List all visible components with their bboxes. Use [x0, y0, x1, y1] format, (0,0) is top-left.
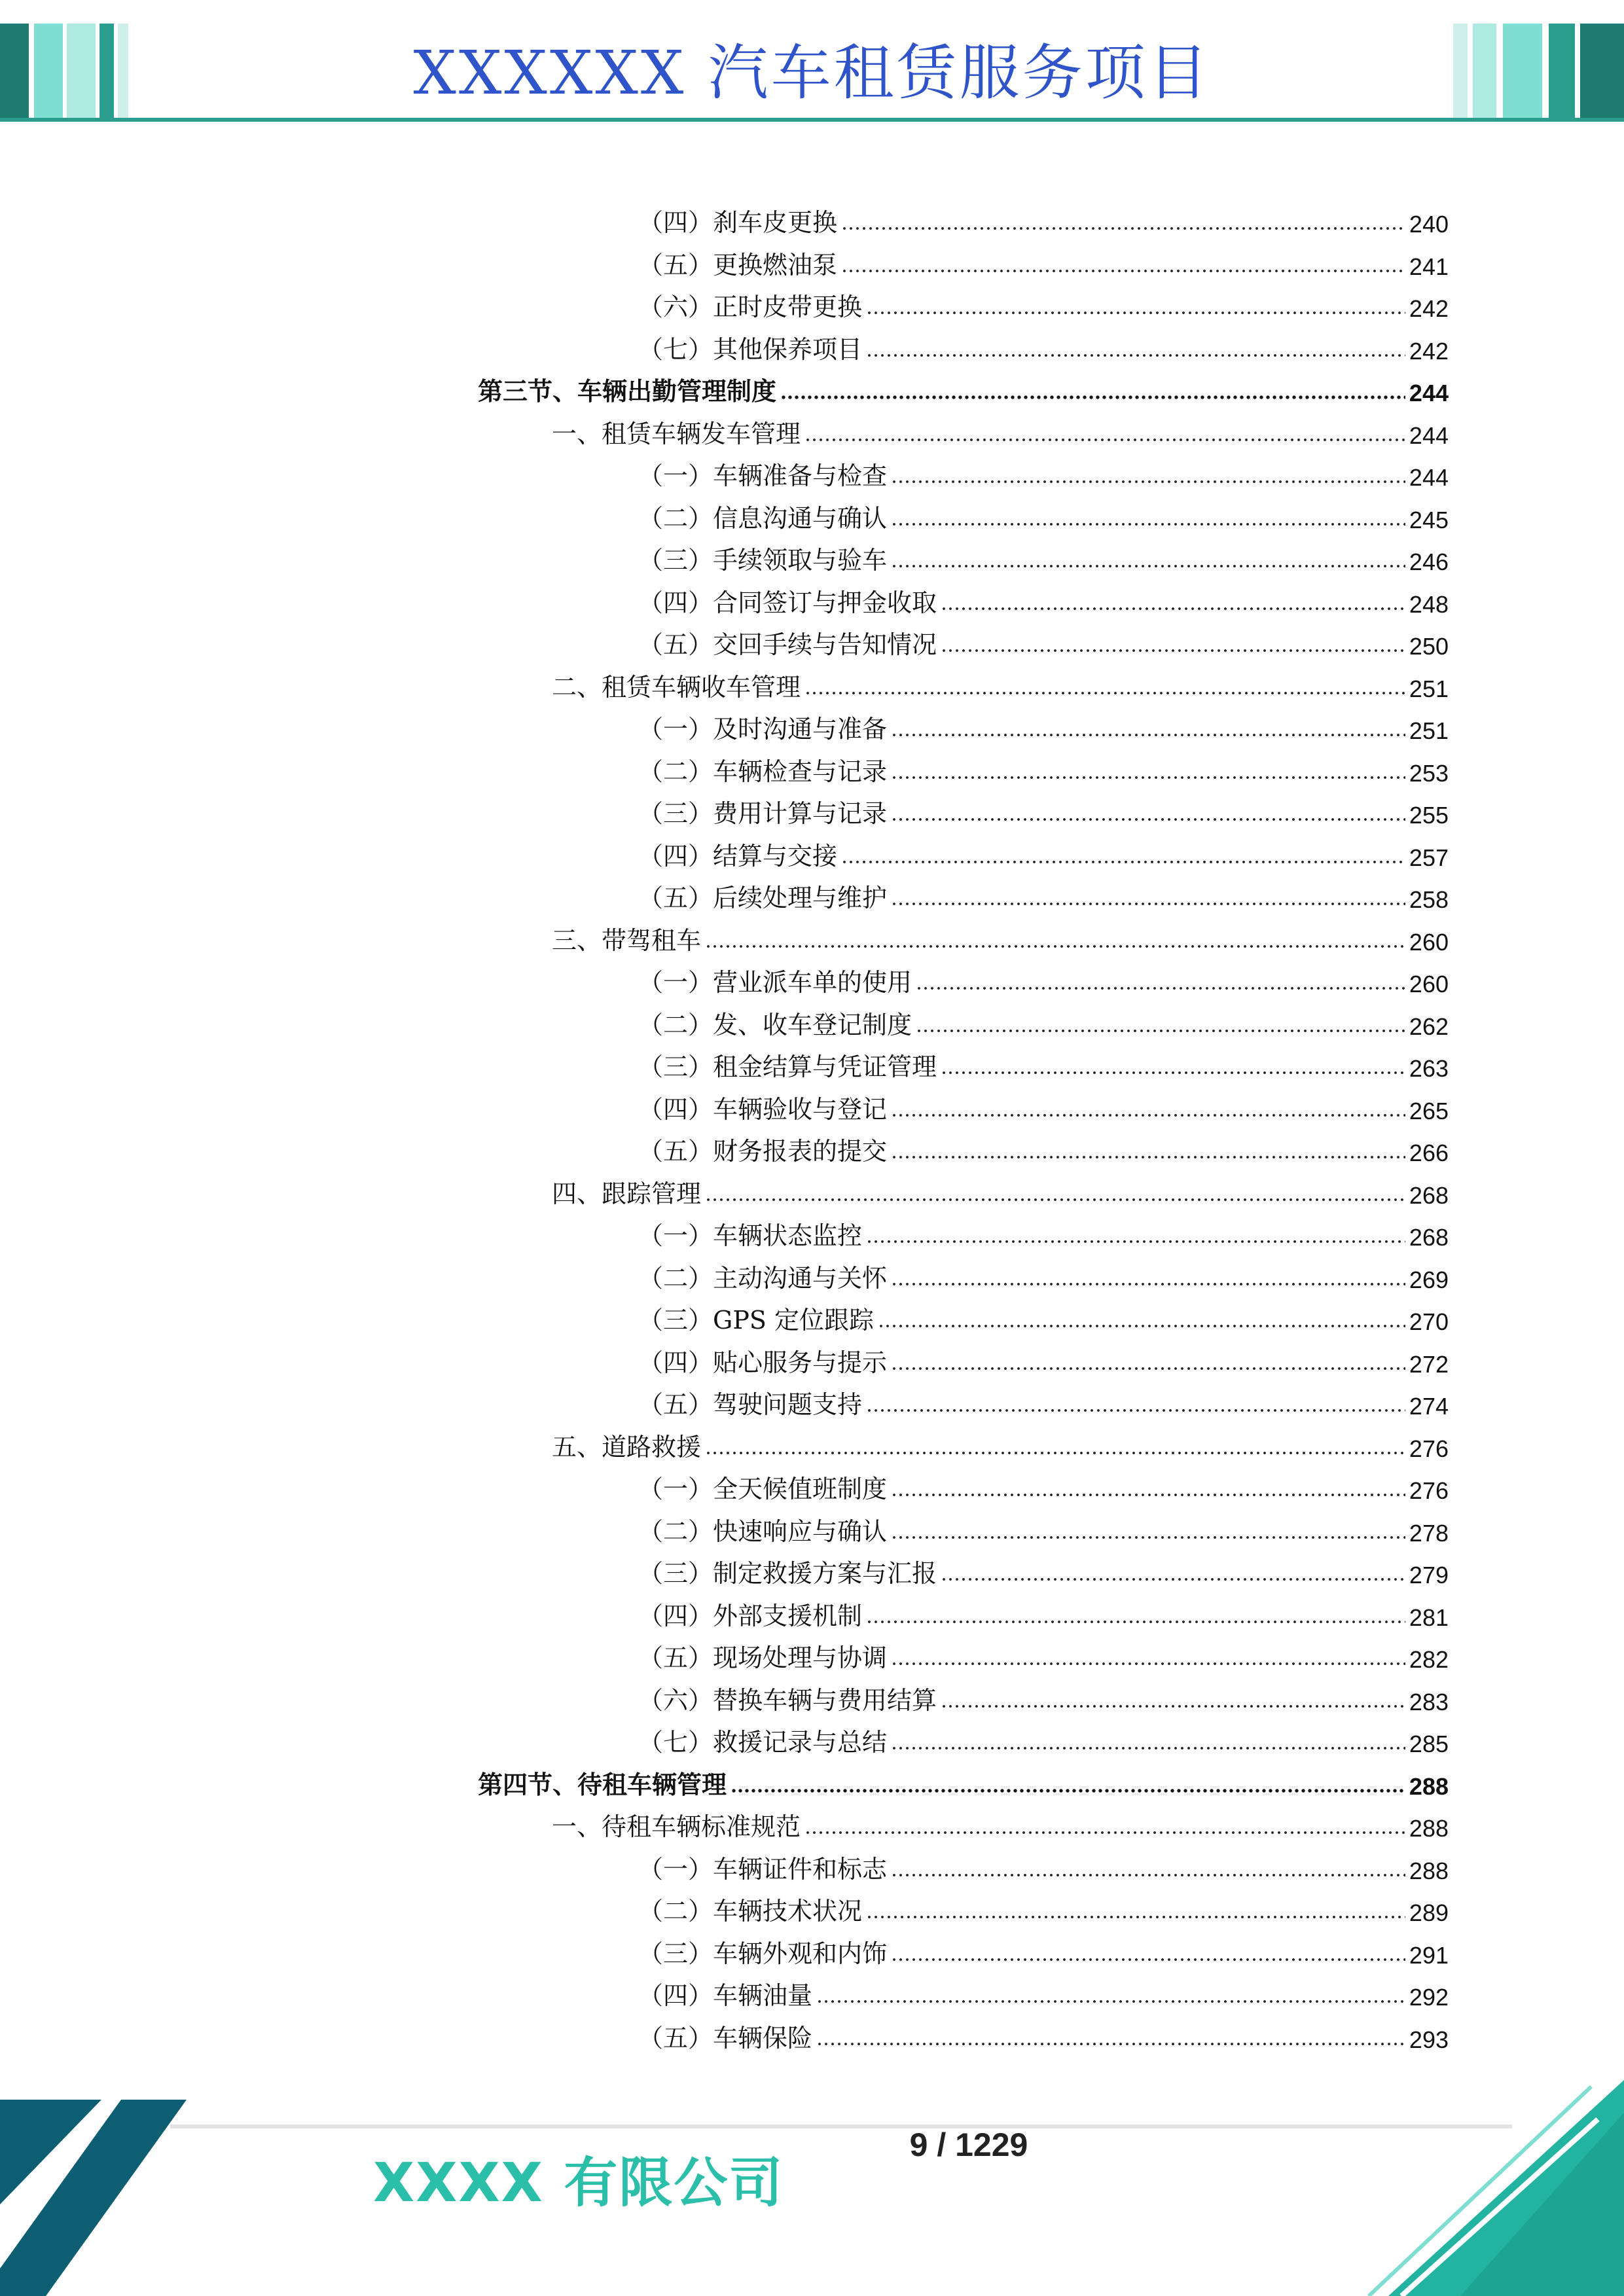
- toc-entry-title: （一）车辆状态监控: [638, 1221, 863, 1250]
- toc-page-number: 246: [1409, 548, 1449, 575]
- toc-entry-title: （五）现场处理与协调: [638, 1643, 888, 1672]
- toc-page-number: 265: [1409, 1097, 1449, 1124]
- toc-entry-row[interactable]: [638, 1969, 1449, 2011]
- toc-entry-title: （六）正时皮带更换: [638, 293, 863, 321]
- toc-dot-leader: [891, 1492, 1405, 1498]
- toc-page-number: 276: [1409, 1435, 1449, 1462]
- toc-entry-title: （五）更换燃油泵: [638, 250, 838, 279]
- toc-page-number: 266: [1409, 1139, 1449, 1166]
- toc-entry-title: （五）车辆保险: [638, 2023, 813, 2053]
- toc-dot-leader: [816, 2041, 1405, 2047]
- header-rule: [0, 118, 1624, 122]
- toc-page-number: 241: [1409, 253, 1449, 280]
- toc-entry-title: （二）车辆检查与记录: [638, 757, 888, 786]
- footer-left-decor: [0, 2100, 196, 2296]
- toc-page-number: 242: [1409, 337, 1449, 365]
- toc-entry-row[interactable]: [638, 1547, 1449, 1589]
- toc-dot-leader: [941, 1576, 1405, 1583]
- toc-dot-leader: [891, 1365, 1405, 1372]
- toc-entry-row[interactable]: [638, 1336, 1449, 1378]
- toc-entry-row[interactable]: [638, 577, 1449, 619]
- toc-entry-title: （二）车辆技术状况: [638, 1897, 863, 1926]
- toc-page-number: 282: [1409, 1646, 1449, 1673]
- toc-entry-title: （一）全天候值班制度: [638, 1475, 888, 1503]
- toc-entry-row[interactable]: [638, 619, 1449, 660]
- toc-dot-leader: [891, 1745, 1405, 1751]
- toc-entry-row[interactable]: [638, 956, 1449, 998]
- header-title: XXXXXX 汽车租赁服务项目: [413, 38, 1211, 108]
- toc-entry-row[interactable]: [552, 1421, 1449, 1463]
- toc-entry-row[interactable]: [552, 914, 1449, 956]
- toc-entry-row[interactable]: [638, 1252, 1449, 1294]
- toc-dot-leader: [891, 1112, 1405, 1119]
- toc-page-number: 250: [1409, 633, 1449, 660]
- toc-entry-row[interactable]: [638, 1083, 1449, 1125]
- footer-right-decor: [1362, 2080, 1624, 2296]
- toc-page-number: 251: [1409, 675, 1449, 702]
- toc-dot-leader: [804, 1829, 1405, 1836]
- toc-page-number: 288: [1409, 1857, 1449, 1884]
- toc-entry-row[interactable]: [552, 1801, 1449, 1842]
- toc-page-number: 289: [1409, 1899, 1449, 1926]
- toc-dot-leader: [941, 1069, 1405, 1076]
- toc-entry-row[interactable]: [638, 2012, 1449, 2054]
- toc-page-number: 251: [1409, 717, 1449, 744]
- toc-entry-row[interactable]: [638, 872, 1449, 914]
- toc-dot-leader: [891, 478, 1405, 485]
- toc-entry-row[interactable]: [638, 745, 1449, 787]
- toc-page-number: 293: [1409, 2026, 1449, 2053]
- toc-entry-title: （四）结算与交接: [638, 841, 838, 870]
- toc-entry-row[interactable]: [638, 1632, 1449, 1674]
- toc-entry-title: （四）外部支援机制: [638, 1601, 863, 1630]
- toc-entry-title: 一、待租车辆标准规范: [552, 1812, 801, 1841]
- toc-entry-row[interactable]: [638, 1674, 1449, 1716]
- toc-page-number: 244: [1409, 464, 1449, 491]
- toc-dot-leader: [891, 1281, 1405, 1287]
- toc-entry-row[interactable]: [638, 1378, 1449, 1420]
- toc-page-number: 268: [1409, 1224, 1449, 1251]
- toc-entry-title: （七）救援记录与总结: [638, 1728, 888, 1757]
- toc-entry-row[interactable]: [552, 408, 1449, 450]
- toc-entry-title: （二）发、收车登记制度: [638, 1010, 912, 1039]
- toc-entry-title: （五）财务报表的提交: [638, 1137, 888, 1166]
- toc-entry-title: （五）交回手续与告知情况: [638, 630, 937, 659]
- toc-page-number: 260: [1409, 971, 1449, 997]
- toc-entry-title: 一、租赁车辆发车管理: [552, 419, 801, 448]
- toc-page-number: 255: [1409, 802, 1449, 829]
- toc-page-number: 244: [1409, 380, 1449, 406]
- toc-entry-title: （三）车辆外观和内饰: [638, 1939, 888, 1968]
- toc-page-number: 288: [1409, 1772, 1449, 1800]
- toc-page-number: 245: [1409, 506, 1449, 533]
- toc-page-number: 248: [1409, 590, 1449, 618]
- toc-dot-leader: [780, 394, 1405, 401]
- toc-entry-row[interactable]: [638, 239, 1449, 281]
- toc-page-number: 283: [1409, 1688, 1449, 1715]
- toc-dot-leader: [866, 352, 1405, 359]
- toc-page-number: 276: [1409, 1477, 1449, 1504]
- toc-entry-row[interactable]: [638, 1885, 1449, 1927]
- toc-entry-row[interactable]: [638, 492, 1449, 534]
- toc-entry-title: 第三节、车辆出勤管理制度: [478, 376, 777, 406]
- toc-dot-leader: [891, 901, 1405, 907]
- toc-entry-row[interactable]: [638, 1294, 1449, 1336]
- toc-dot-leader: [816, 1998, 1405, 2005]
- toc-page-number: 257: [1409, 844, 1449, 871]
- toc-entry-title: （三）GPS 定位跟踪: [638, 1306, 875, 1335]
- toc-entry-row[interactable]: [638, 1041, 1449, 1083]
- toc-section-row[interactable]: [478, 365, 1449, 407]
- toc-entry-title: 五、道路救援: [552, 1432, 702, 1462]
- toc-page-number: 278: [1409, 1519, 1449, 1547]
- toc-entry-title: （一）营业派车单的使用: [638, 968, 912, 997]
- toc-entry-title: （二）快速响应与确认: [638, 1516, 888, 1546]
- toc-entry-title: 第四节、待租车辆管理: [478, 1769, 727, 1799]
- toc-dot-leader: [941, 1703, 1405, 1710]
- toc-page-number: 253: [1409, 759, 1449, 787]
- toc-dot-leader: [941, 647, 1405, 654]
- toc-dot-leader: [878, 1323, 1405, 1329]
- toc-page-number: 258: [1409, 886, 1449, 913]
- toc-entry-row[interactable]: [638, 1125, 1449, 1167]
- toc-entry-title: 四、跟踪管理: [552, 1179, 702, 1208]
- toc-page-number: 270: [1409, 1308, 1449, 1335]
- toc-entry-title: （二）主动沟通与关怀: [638, 1263, 888, 1293]
- toc-entry-row[interactable]: [638, 534, 1449, 576]
- toc-entry-title: （四）刹车皮更换: [638, 208, 838, 237]
- toc-entry-row[interactable]: [638, 1928, 1449, 1969]
- toc-page-number: 260: [1409, 928, 1449, 956]
- toc-dot-leader: [866, 310, 1405, 316]
- toc-dot-leader: [731, 1787, 1405, 1794]
- toc-entry-title: 二、租赁车辆收车管理: [552, 672, 801, 702]
- toc-entry-row[interactable]: [638, 1505, 1449, 1547]
- toc-entry-row[interactable]: [638, 703, 1449, 745]
- toc-entry-title: （二）信息沟通与确认: [638, 503, 888, 533]
- toc-entry-row[interactable]: [638, 1463, 1449, 1505]
- toc-entry-row[interactable]: [638, 196, 1449, 238]
- toc-page-number: 288: [1409, 1815, 1449, 1842]
- toc-dot-leader: [891, 1872, 1405, 1878]
- page-header: [0, 0, 1624, 131]
- toc-dot-leader: [804, 437, 1405, 443]
- toc-dot-leader: [866, 1407, 1405, 1414]
- toc-entry-title: （三）制定救援方案与汇报: [638, 1559, 937, 1588]
- toc-dot-leader: [866, 1238, 1405, 1245]
- toc-section-row[interactable]: [478, 1759, 1449, 1801]
- toc-dot-leader: [891, 1660, 1405, 1667]
- toc-entry-title: （四）车辆油量: [638, 1981, 813, 2010]
- toc-entry-title: （四）合同签订与押金收取: [638, 588, 937, 617]
- toc-entry-row[interactable]: [638, 999, 1449, 1041]
- toc-dot-leader: [804, 690, 1405, 696]
- toc-entry-title: （六）替换车辆与费用结算: [638, 1685, 937, 1715]
- toc-page-number: 263: [1409, 1055, 1449, 1082]
- toc-page-number: 244: [1409, 422, 1449, 449]
- toc-page-number: 242: [1409, 295, 1449, 322]
- toc-entry-title: （一）车辆证件和标志: [638, 1854, 888, 1884]
- toc-dot-leader: [841, 859, 1405, 865]
- toc-dot-leader: [891, 816, 1405, 823]
- toc-page-number: 262: [1409, 1013, 1449, 1040]
- toc-page-number: 281: [1409, 1604, 1449, 1631]
- toc-dot-leader: [941, 605, 1405, 612]
- toc-dot-leader: [891, 1534, 1405, 1541]
- toc-page-number: 279: [1409, 1562, 1449, 1588]
- toc-dot-leader: [705, 1196, 1405, 1203]
- toc-entry-title: （一）车辆准备与检查: [638, 461, 888, 490]
- toc-entry-title: 三、带驾租车: [552, 925, 702, 955]
- toc-dot-leader: [841, 268, 1405, 274]
- toc-entry-row[interactable]: [638, 281, 1449, 323]
- company-logo-text: XXXX 有限公司: [373, 2152, 784, 2214]
- toc-entry-row[interactable]: [638, 323, 1449, 365]
- toc-entry-title: （五）后续处理与维护: [638, 884, 888, 912]
- page-number: 9 / 1229: [909, 2126, 1028, 2163]
- toc-entry-title: （三）租金结算与凭证管理: [638, 1052, 937, 1081]
- toc-page-number: 269: [1409, 1266, 1449, 1293]
- toc-entry-row[interactable]: [638, 1590, 1449, 1632]
- toc-page-number: 268: [1409, 1181, 1449, 1209]
- toc-dot-leader: [916, 1028, 1405, 1034]
- toc-dot-leader: [705, 1450, 1405, 1456]
- toc-dot-leader: [891, 563, 1405, 569]
- toc-entry-row[interactable]: [638, 1210, 1449, 1251]
- toc-entry-title: （三）手续领取与验车: [638, 546, 888, 575]
- toc-entry-row[interactable]: [638, 1716, 1449, 1758]
- toc-page-number: 291: [1409, 1941, 1449, 1969]
- toc-entry-title: （一）及时沟通与准备: [638, 715, 888, 744]
- toc-dot-leader: [841, 225, 1405, 232]
- toc-page-number: 285: [1409, 1731, 1449, 1757]
- toc-entry-row[interactable]: [638, 450, 1449, 492]
- toc-entry-title: （七）其他保养项目: [638, 334, 863, 364]
- toc-dot-leader: [891, 521, 1405, 528]
- toc-dot-leader: [891, 732, 1405, 738]
- toc-entry-row[interactable]: [638, 787, 1449, 829]
- toc-entry-row[interactable]: [638, 830, 1449, 872]
- toc-entry-row[interactable]: [552, 1168, 1449, 1210]
- toc-page-number: 240: [1409, 211, 1449, 238]
- toc-dot-leader: [866, 1914, 1405, 1920]
- toc-dot-leader: [916, 985, 1405, 992]
- toc-entry-row[interactable]: [638, 1843, 1449, 1885]
- toc-entry-title: （五）驾驶问题支持: [638, 1390, 863, 1419]
- toc-page-number: 274: [1409, 1393, 1449, 1420]
- toc-entry-row[interactable]: [552, 661, 1449, 703]
- toc-dot-leader: [891, 1956, 1405, 1963]
- toc-dot-leader: [891, 1154, 1405, 1160]
- toc-dot-leader: [866, 1619, 1405, 1625]
- toc-page-number: 272: [1409, 1350, 1449, 1378]
- toc-dot-leader: [705, 943, 1405, 950]
- toc-page-number: 292: [1409, 1984, 1449, 2011]
- toc-entry-title: （四）车辆验收与登记: [638, 1094, 888, 1124]
- toc-entry-title: （三）费用计算与记录: [638, 799, 888, 828]
- toc-entry-title: （四）贴心服务与提示: [638, 1348, 888, 1377]
- toc-dot-leader: [891, 774, 1405, 781]
